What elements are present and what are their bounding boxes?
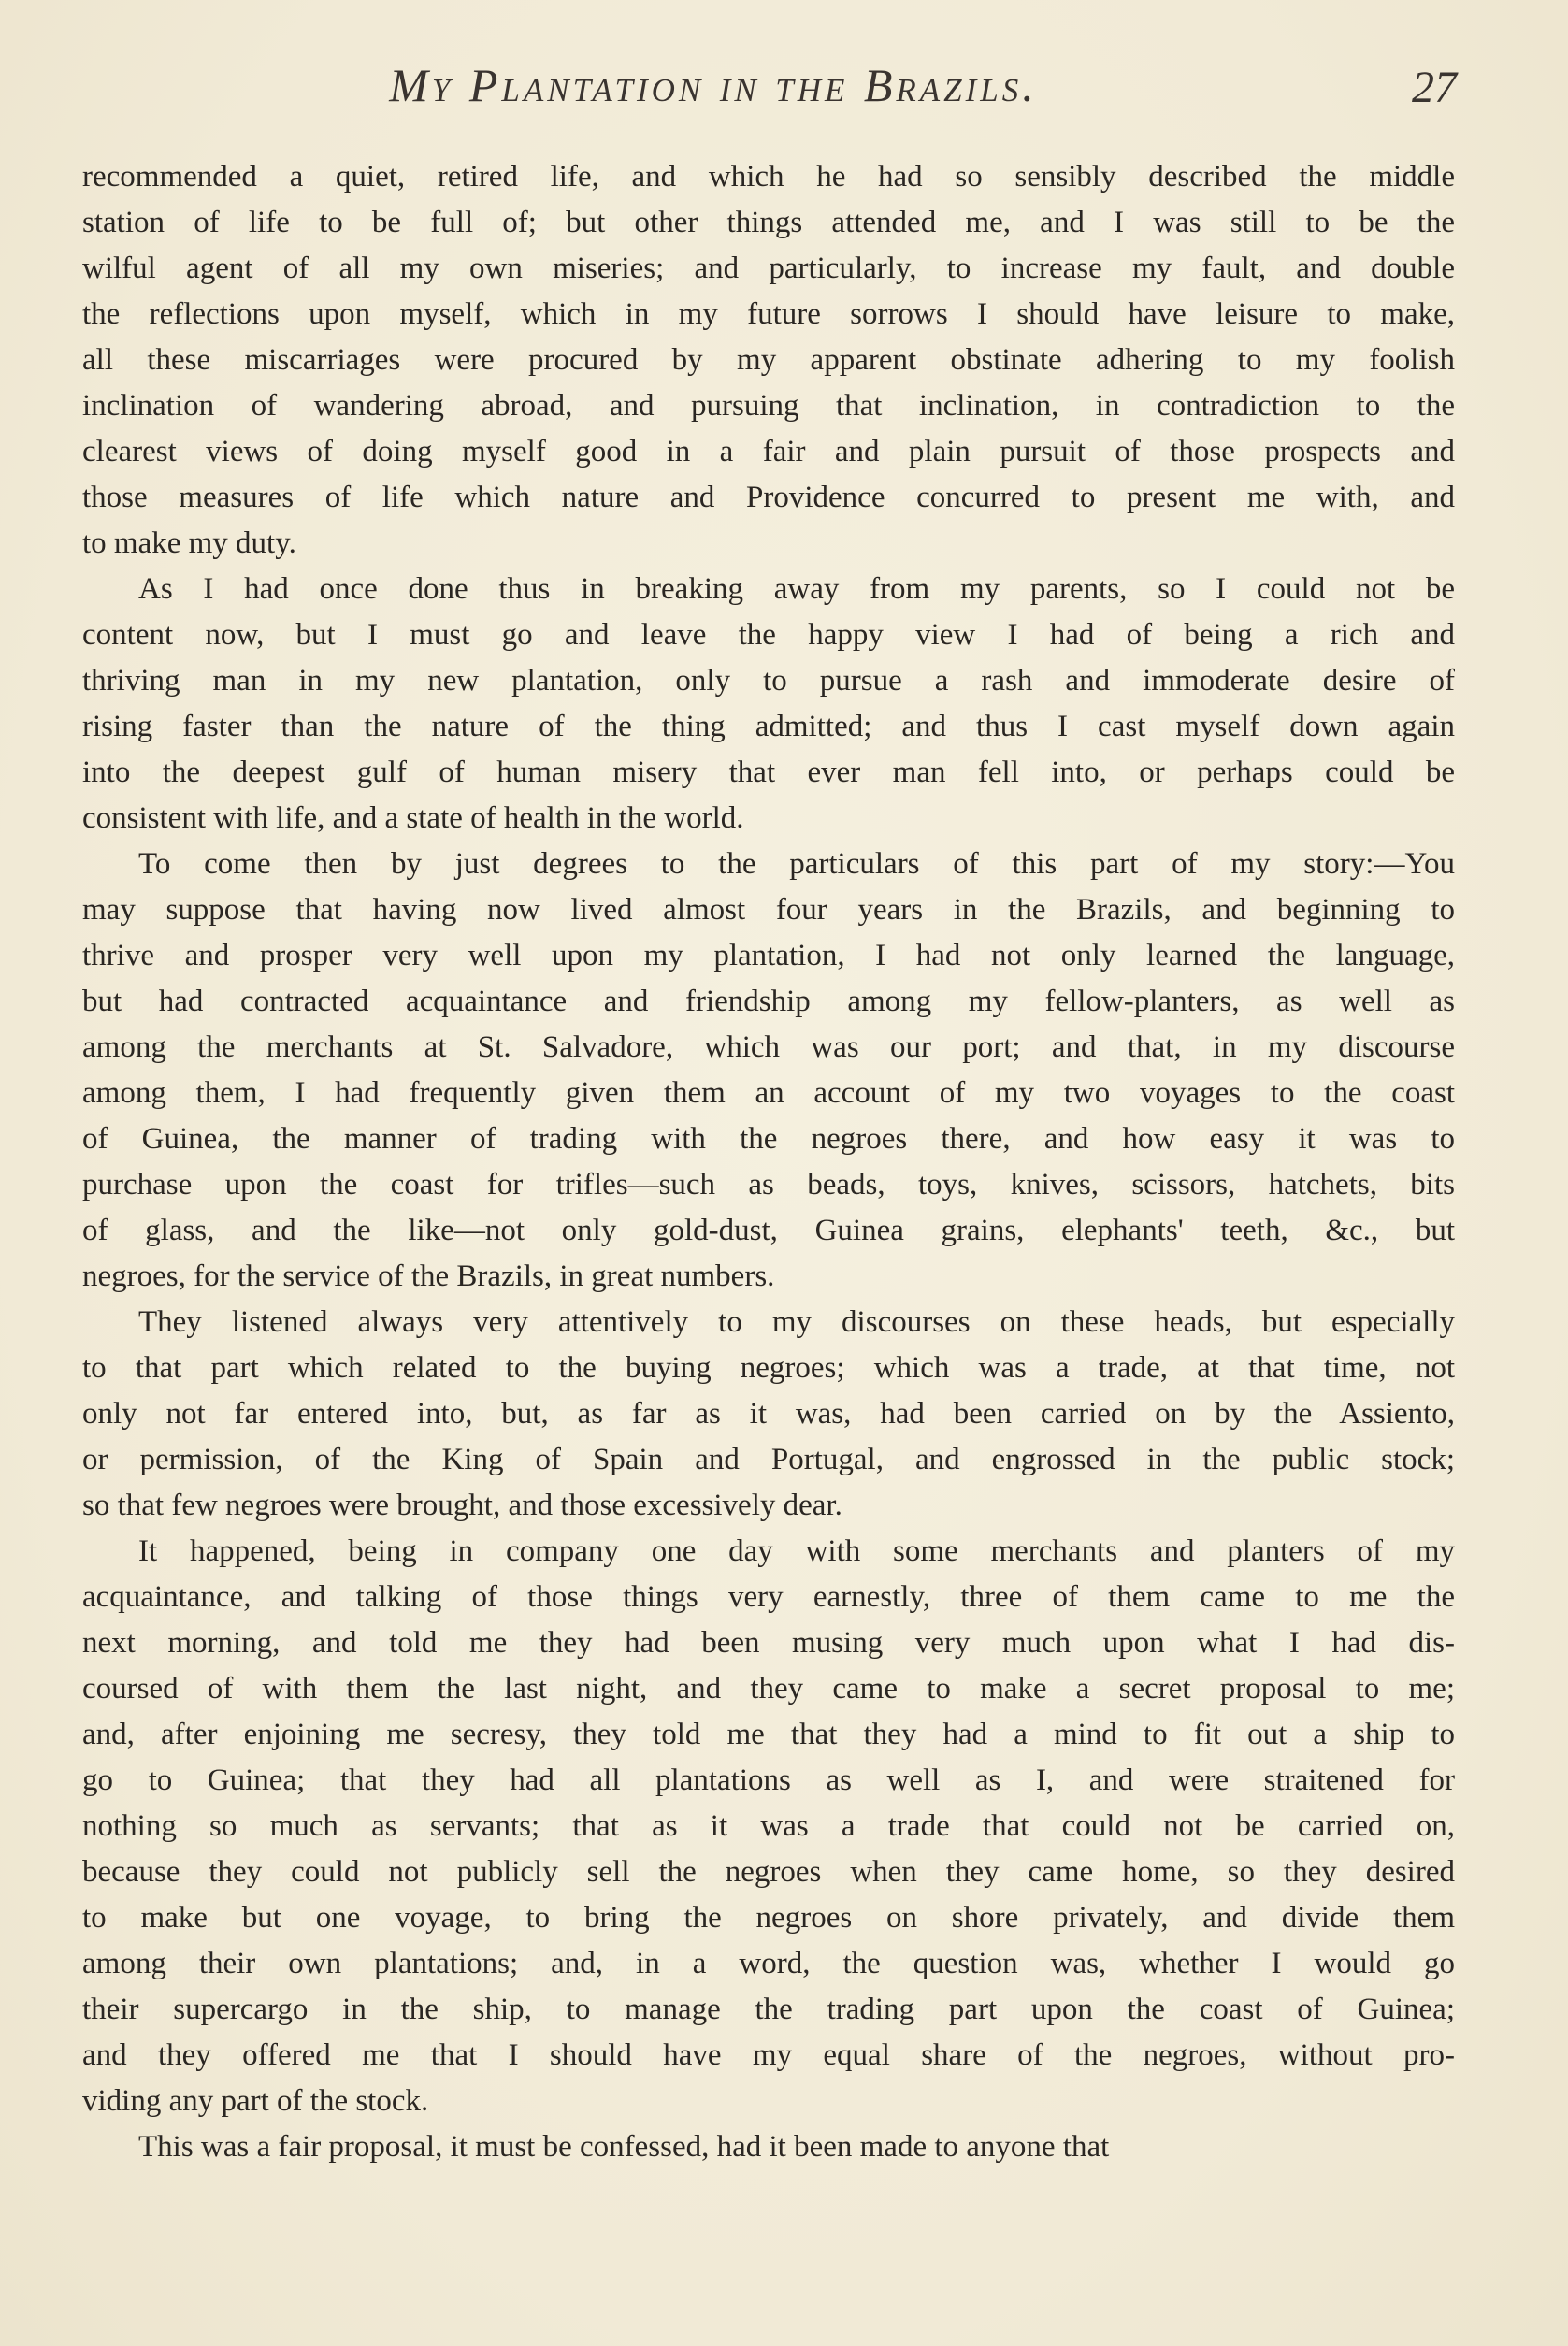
text-line: clearest views of doing myself good in a fair and plain pursuit of those prospects and [82, 435, 1455, 468]
text-line: into the deepest gulf of human misery that ever man fell into, or perhaps could be [82, 756, 1455, 789]
text-line: and, after enjoining me secresy, they told me that they had a mind to fit out a ship to [82, 1718, 1455, 1751]
text-line: to that part which related to the buying negroes; which was a trade, at that time, not [82, 1351, 1455, 1385]
text-line: among the merchants at St. Salvadore, which was our port; and that, in my discourse [82, 1030, 1455, 1064]
text-line: consistent with life, and a state of health in the world. [82, 801, 744, 835]
text-line: coursed of with them the last night, and they came to make a secret proposal to me; [82, 1672, 1455, 1706]
text-line: all these miscarriages were procured by my apparent obstinate adhering to my foolish [82, 343, 1455, 377]
text-line: go to Guinea; that they had all plantations as well as I, and were straitened for [82, 1763, 1455, 1797]
text-line: among their own plantations; and, in a word, the question was, whether I would go [82, 1947, 1455, 1980]
text-line: content now, but I must go and leave the happy view I had of being a rich and [82, 618, 1455, 652]
paragraph [82, 154, 1455, 567]
text-line: nothing so much as servants; that as it was a trade that could not be carried on, [82, 1809, 1455, 1843]
text-line: negroes, for the service of the Brazils, in great numbers. [82, 1259, 775, 1293]
text-line: They listened always very attentively to my discourses on these heads, but especially [138, 1305, 1455, 1339]
text-line: purchase upon the coast for trifles—such as beads, toys, knives, scissors, hatchets, bits [82, 1168, 1455, 1202]
text-line: to make but one voyage, to bring the negroes on shore privately, and divide them [82, 1901, 1455, 1935]
text-line: It happened, being in company one day with some merchants and planters of my [138, 1534, 1455, 1568]
text-line: may suppose that having now lived almost four years in the Brazils, and beginning to [82, 893, 1455, 927]
text-line: This was a fair proposal, it must be confessed, had it been made to anyone that [138, 2130, 1110, 2164]
text-line: only not far entered into, but, as far as it was, had been carried on by the Assiento, [82, 1397, 1455, 1431]
text-line: station of life to be full of; but other things attended me, and I was still to be the [82, 206, 1455, 239]
text-line: acquaintance, and talking of those things very earnestly, three of them came to me the [82, 1580, 1455, 1614]
body-text [82, 154, 1455, 2170]
text-line: or permission, of the King of Spain and Portugal, and engrossed in the public stock; [82, 1443, 1455, 1476]
text-line: thrive and prosper very well upon my plantation, I had not only learned the language, [82, 939, 1455, 972]
text-line: the reflections upon myself, which in my future sorrows I should have leisure to make, [82, 297, 1455, 331]
text-line: thriving man in my new plantation, only to pursue a rash and immoderate desire of [82, 664, 1455, 698]
page-number: 27 [1412, 63, 1457, 112]
text-line: but had contracted acquaintance and friendship among my fellow-planters, as well as [82, 985, 1455, 1018]
text-line: of glass, and the like—not only gold-dust, Guinea grains, elephants' teeth, &c., but [82, 1214, 1455, 1247]
text-line: to make my duty. [82, 526, 296, 560]
text-line: wilful agent of all my own miseries; and particularly, to increase my fault, and double [82, 252, 1455, 285]
paragraph [82, 1529, 1455, 2124]
paragraph [82, 1300, 1455, 1529]
text-line: rising faster than the nature of the thing admitted; and thus I cast myself down again [82, 710, 1455, 743]
text-line: their supercargo in the ship, to manage the trading part upon the coast of Guinea; [82, 1993, 1455, 2026]
text-line: among them, I had frequently given them an account of my two voyages to the coast [82, 1076, 1455, 1110]
paragraph [82, 2124, 1455, 2170]
text-line: of Guinea, the manner of trading with the negroes there, and how easy it was to [82, 1122, 1455, 1156]
text-line: those measures of life which nature and Providence concurred to present me with, and [82, 481, 1455, 514]
paragraph [82, 842, 1455, 1300]
text-line: inclination of wandering abroad, and pursuing that inclination, in contradiction to the [82, 389, 1455, 423]
text-line: next morning, and told me they had been musing very much upon what I had dis- [82, 1626, 1455, 1660]
text-line: recommended a quiet, retired life, and which he had so sensibly described the middle [82, 160, 1455, 194]
text-line: and they offered me that I should have my equal share of the negroes, without pro- [82, 2038, 1455, 2072]
text-line: because they could not publicly sell the negroes when they came home, so they desired [82, 1855, 1455, 1889]
running-title: My Plantation in the Brazils. [389, 59, 1038, 111]
text-line: As I had once done thus in breaking away from my parents, so I could not be [138, 572, 1455, 606]
paragraph [82, 567, 1455, 842]
running-header [82, 58, 1457, 123]
text-line: so that few negroes were brought, and those excessively dear. [82, 1489, 842, 1522]
text-line: viding any part of the stock. [82, 2084, 429, 2118]
text-line: To come then by just degrees to the particulars of this part of my story:—You [138, 847, 1455, 881]
